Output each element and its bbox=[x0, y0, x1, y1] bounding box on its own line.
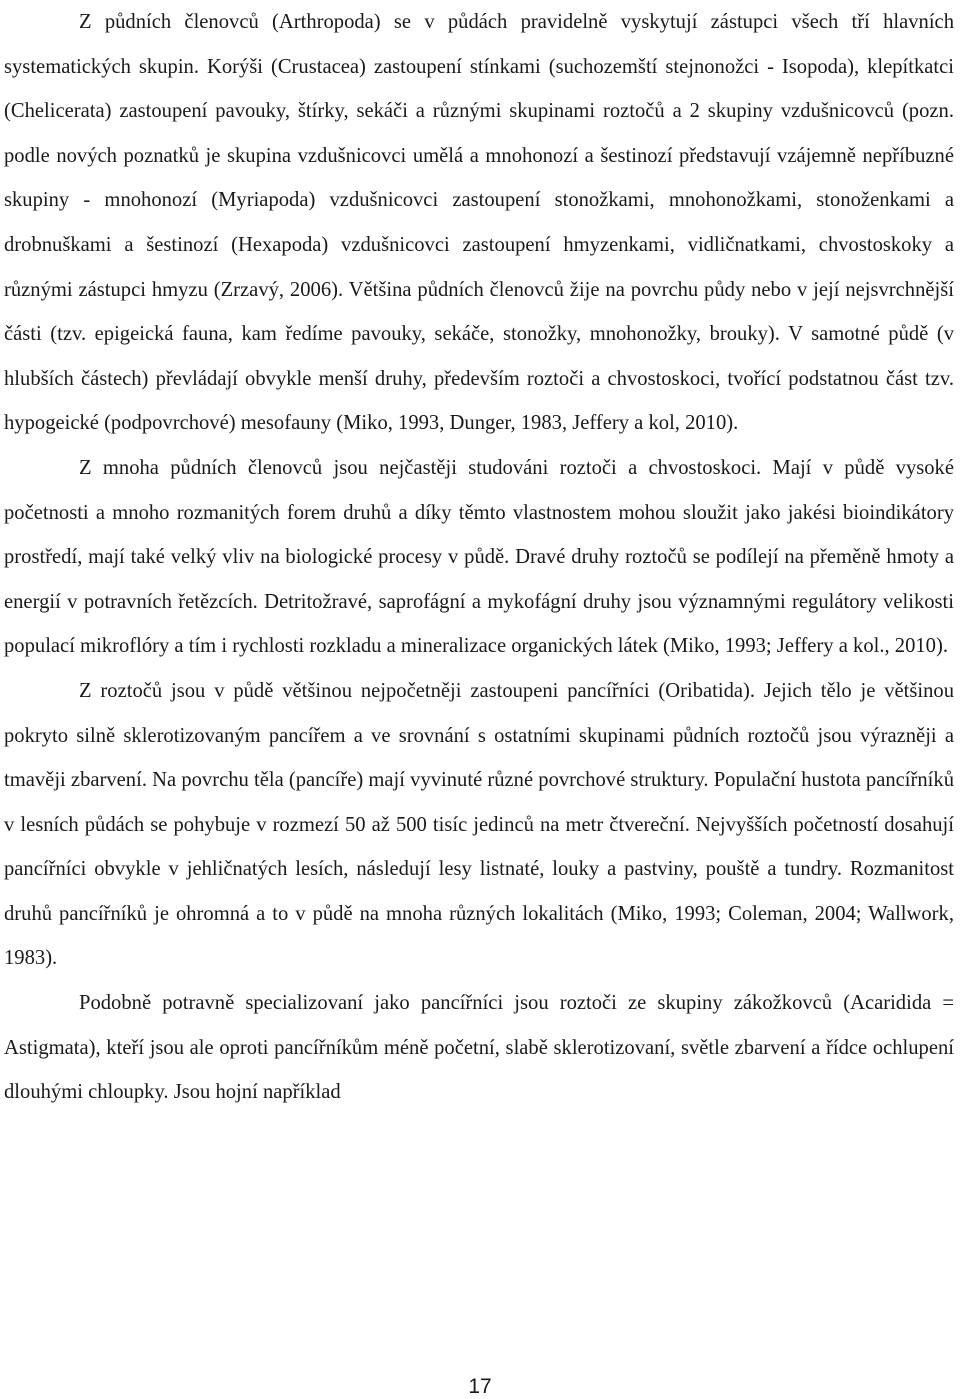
paragraph-astigmata: Podobně potravně specializovaní jako pancířníci jsou roztoči ze skupiny zákožkovců (Acaridida = Astigmata), kteří jsou ale oproti pancířníkům méně početní, slabě sklerotizovaní, světle zbarvení a řídce ochlupení dlouhými chloupky. Jsou hojní například bbox=[4, 992, 954, 1104]
paragraph-mites-springtails: Z mnoha půdních členovců jsou nejčastěji studováni roztoči a chvostoskoci. Mají v půdě vysoké početnosti a mnoho rozmanitých forem druhů a díky těmto vlastnostem mohou sloužit jako jakési bioindikátory prostředí, mají také velký vliv na biologické procesy v půdě. Dravé druhy roztočů se podílejí na přeměně hmoty a energií v potravních řetězcích. Detritožravé, saprofágní a mykofágní druhy jsou významnými regulátory velikosti populací mikroflóry a tím i rychlosti rozkladu a mineralizace organických látek (Miko, 1993; Jeffery a kol., 2010). bbox=[4, 456, 954, 658]
paragraph-arthropod-groups: Z půdních členovců (Arthropoda) se v půdách pravidelně vyskytují zástupci všech tří hlavních systematických skupin. Korýši (Crustacea) zastoupení stínkami (suchozemští stejnonožci - Isopoda), klepítkatci (Chelicerata) zastoupení pavouky, štírky, sekáči a různými skupinami roztočů a 2 skupiny vzdušnicovců (pozn. podle nových poznatků je skupina vzdušnicovci umělá a mnohonozí a šestinozí představují vzájemně nepříbuzné skupiny - mnohonozí (Myriapoda) vzdušnicovci zastoupení stonožkami, mnohonožkami, stonoženkami a drobnuškami a šestinozí (Hexapoda) vzdušnicovci zastoupení hmyzenkami, vidličnatkami, chvostoskoky a různými zástupci hmyzu (Zrzavý, 2006). Většina půdních členovců žije na povrchu půdy nebo v její nejsvrchnější části (tzv. epigeická fauna, kam ředíme pavouky, sekáče, stonožky, mnohonožky, brouky). V samotné půdě (v hlubších částech) převládají obvykle menší druhy, především roztoči a chvostoskoci, tvořící podstatnou část tzv. hypogeické (podpovrchové) mesofauny (Miko, 1993, Dunger, 1983, Jeffery a kol, 2010). bbox=[4, 11, 954, 435]
page-number: 17 bbox=[468, 1375, 492, 1398]
paragraph-oribatida: Z roztočů jsou v půdě většinou nejpočetněji zastoupeni pancířníci (Oribatida). Jejich tělo je většinou pokryto silně sklerotizovaným pancířem a ve srovnání s ostatními skupinami půdních roztočů jsou výrazněji a tmavěji zbarvení. Na povrchu těla (pancíře) mají vyvinuté různé povrchové struktury. Populační hustota pancířníků v lesních půdách se pohybuje v rozmezí 50 až 500 tisíc jedinců na metr čtvereční. Nejvyšších početností dosahují pancířníci obvykle v jehličnatých lesích, následují lesy listnaté, louky a pastviny, pouště a tundry. Rozmanitost druhů pancířníků je ohromná a to v půdě na mnoha různých lokalitách (Miko, 1993; Coleman, 2004; Wallwork, 1983). bbox=[4, 679, 954, 970]
body-text bbox=[4, 0, 954, 1115]
